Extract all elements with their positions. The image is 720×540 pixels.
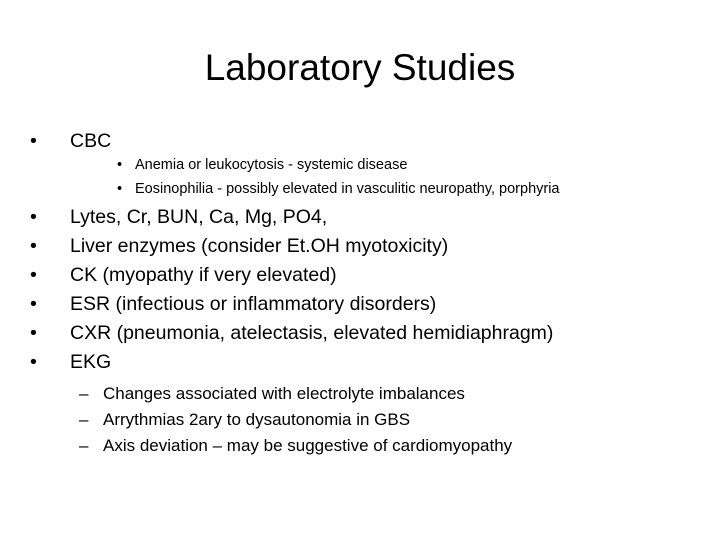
dash-icon: – — [79, 384, 89, 403]
dash-icon: – — [79, 436, 89, 455]
bullet-icon: • — [30, 322, 37, 344]
sub-item-label: Changes associated with electrolyte imbalances — [103, 384, 465, 403]
list-item-label: EKG — [70, 351, 112, 373]
bullet-icon: • — [30, 351, 37, 373]
list-item-label: Liver enzymes (consider Et.OH myotoxicity) — [70, 235, 449, 257]
sub-item-label: Arrythmias 2ary to dysautonomia in GBS — [103, 410, 411, 429]
slide-title: Laboratory Studies — [204, 47, 516, 88]
bullet-icon: • — [30, 235, 37, 257]
list-item-label: ESR (infectious or inflammatory disorders) — [70, 293, 437, 315]
list-item-label: CK (myopathy if very elevated) — [70, 264, 337, 286]
sub-item-label: Eosinophilia - possibly elevated in vasculitic neuropathy, porphyria — [135, 181, 560, 197]
sub-item-label: Anemia or leukocytosis - systemic disease — [135, 157, 408, 173]
bullet-icon: • — [30, 206, 37, 228]
bullet-icon: • — [30, 130, 37, 152]
sub-item-label: Axis deviation – may be suggestive of cardiomyopathy — [103, 436, 513, 455]
bullet-icon: • — [30, 293, 37, 315]
bullet-icon: • — [30, 264, 37, 286]
list-item-label: CBC — [70, 130, 112, 152]
dash-icon: – — [79, 410, 89, 429]
list-item-label: CXR (pneumonia, atelectasis, elevated hemidiaphragm) — [70, 322, 554, 344]
bullet-icon: • — [117, 157, 123, 173]
list-item-label: Lytes, Cr, BUN, Ca, Mg, PO4, — [70, 206, 328, 228]
bullet-icon: • — [117, 181, 123, 197]
